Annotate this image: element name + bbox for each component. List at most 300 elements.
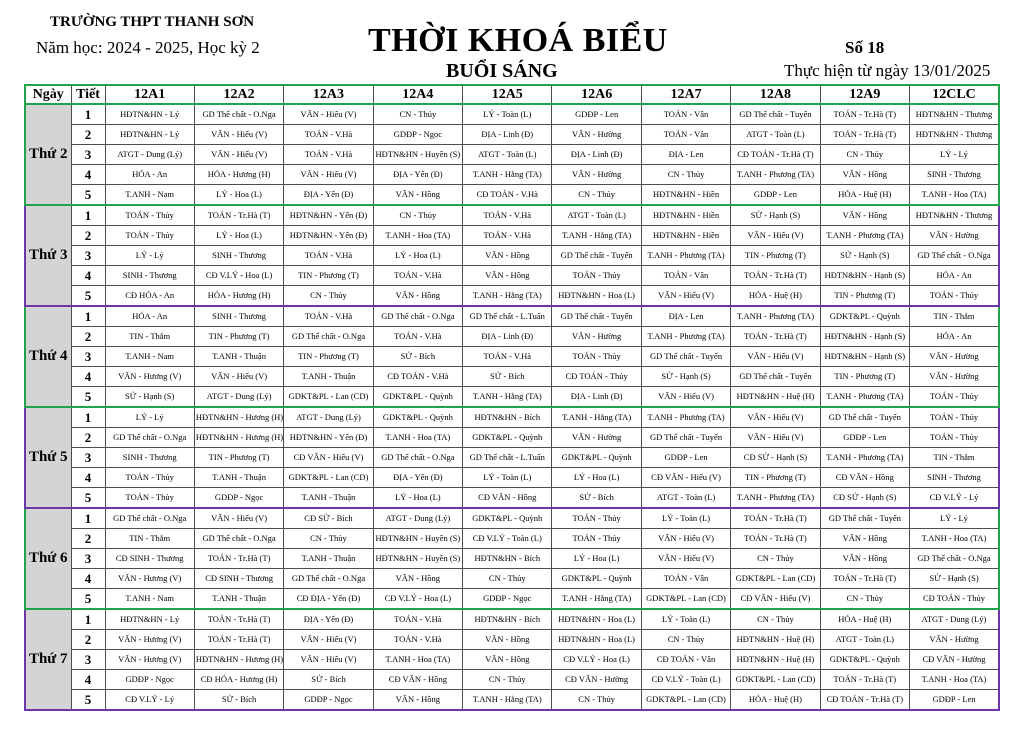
lesson-cell: SỬ - Bích <box>552 488 641 509</box>
lesson-cell: CN - Thủy <box>641 165 730 185</box>
lesson-cell: ATGT - Dung (Lý) <box>373 508 462 529</box>
lesson-cell: CĐ SỬ - Bích <box>284 508 373 529</box>
period-number: 4 <box>71 266 105 286</box>
lesson-cell: HĐTN&HN - Huệ (H) <box>731 630 820 650</box>
lesson-cell: T.ANH - Phương (TA) <box>641 246 730 266</box>
lesson-cell: TOÁN - Tr.Hà (T) <box>820 670 909 690</box>
lesson-cell: GDĐP - Len <box>641 448 730 468</box>
lesson-cell: TIN - Phương (T) <box>731 468 820 488</box>
lesson-cell: T.ANH - Phương (TA) <box>820 387 909 408</box>
period-number: 3 <box>71 650 105 670</box>
lesson-cell: CĐ VĂN - Hiếu (V) <box>641 468 730 488</box>
lesson-cell: SINH - Thương <box>910 165 999 185</box>
lesson-cell: ĐỊA - Len <box>641 145 730 165</box>
period-number: 5 <box>71 286 105 307</box>
lesson-cell: HĐTN&HN - Lý <box>105 609 194 630</box>
lesson-cell: CĐ V.LÝ - Toàn (L) <box>463 529 552 549</box>
lesson-cell: TOÁN - V.Hà <box>284 145 373 165</box>
lesson-cell: HĐTN&HN - Huyền (S) <box>373 529 462 549</box>
lesson-cell: VĂN - Hồng <box>463 630 552 650</box>
lesson-cell: CN - Thủy <box>373 104 462 125</box>
lesson-cell: VĂN - Hương (V) <box>105 630 194 650</box>
lesson-cell: ATGT - Dung (Lý) <box>105 145 194 165</box>
day-label: Thứ 4 <box>25 306 71 407</box>
lesson-cell: HÓA - Hương (H) <box>194 165 283 185</box>
timetable-header-row <box>25 85 999 104</box>
lesson-cell: TOÁN - V.Hà <box>284 306 373 327</box>
lesson-cell: HĐTN&HN - Huệ (H) <box>731 650 820 670</box>
lesson-cell: CN - Thủy <box>820 589 909 610</box>
period-number: 2 <box>71 630 105 650</box>
lesson-cell: ĐỊA - Yến (Đ) <box>373 468 462 488</box>
lesson-cell: GDĐP - Len <box>910 690 999 711</box>
session-label: BUỔI SÁNG <box>446 60 558 82</box>
lesson-cell: ĐỊA - Linh (Đ) <box>463 125 552 145</box>
lesson-cell: TIN - Thắm <box>910 306 999 327</box>
lesson-cell: GDĐP - Ngọc <box>373 125 462 145</box>
period-number: 1 <box>71 407 105 428</box>
lesson-cell: VĂN - Hiếu (V) <box>731 226 820 246</box>
lesson-cell: ATGT - Dung (Lý) <box>284 407 373 428</box>
lesson-cell: TOÁN - Tr.Hà (T) <box>194 205 283 226</box>
table-row <box>25 650 999 670</box>
day-group <box>25 104 999 205</box>
lesson-cell: TOÁN - V.Hà <box>463 347 552 367</box>
class-column-header: 12A1 <box>105 85 194 104</box>
lesson-cell: HĐTN&HN - Hương (H) <box>194 407 283 428</box>
lesson-cell: T.ANH - Phương (TA) <box>731 488 820 509</box>
lesson-cell: CN - Thủy <box>284 286 373 307</box>
lesson-cell: CĐ TOÁN - Thủy <box>910 589 999 610</box>
lesson-cell: VĂN - Hồng <box>820 529 909 549</box>
lesson-cell: TOÁN - V.Hà <box>463 226 552 246</box>
lesson-cell: TIN - Phương (T) <box>284 347 373 367</box>
lesson-cell: CN - Thủy <box>641 630 730 650</box>
lesson-cell: VĂN - Hồng <box>373 286 462 307</box>
lesson-cell: CN - Thủy <box>552 690 641 711</box>
lesson-cell: ĐỊA - Linh (Đ) <box>552 145 641 165</box>
lesson-cell: ĐỊA - Yến (Đ) <box>373 165 462 185</box>
lesson-cell: VĂN - Hường <box>552 165 641 185</box>
lesson-cell: GDĐP - Ngọc <box>284 690 373 711</box>
document-header <box>0 0 1024 84</box>
schedule-number: Số 18 <box>845 38 885 57</box>
lesson-cell: TOÁN - Thủy <box>552 529 641 549</box>
class-column-header: 12A5 <box>463 85 552 104</box>
lesson-cell: ATGT - Toàn (L) <box>463 145 552 165</box>
lesson-cell: GD Thể chất - O.Nga <box>373 306 462 327</box>
lesson-cell: HĐTN&HN - Hoa (L) <box>552 286 641 307</box>
lesson-cell: GD Thể chất - Tuyến <box>641 428 730 448</box>
class-column-header: 12CLC <box>910 85 999 104</box>
lesson-cell: HÓA - Huệ (H) <box>731 286 820 307</box>
lesson-cell: VĂN - Hiếu (V) <box>731 428 820 448</box>
lesson-cell: GDKT&PL - Quỳnh <box>463 428 552 448</box>
lesson-cell: VĂN - Hiếu (V) <box>731 347 820 367</box>
lesson-cell: T.ANH - Nam <box>105 589 194 610</box>
lesson-cell: LÝ - Toàn (L) <box>641 609 730 630</box>
period-number: 1 <box>71 609 105 630</box>
lesson-cell: T.ANH - Phương (TA) <box>731 306 820 327</box>
lesson-cell: SỬ - Hạnh (S) <box>105 387 194 408</box>
lesson-cell: CĐ TOÁN - V.Hà <box>463 185 552 206</box>
table-row <box>25 226 999 246</box>
lesson-cell: HĐTN&HN - Yến (Đ) <box>284 428 373 448</box>
lesson-cell: GD Thể chất - L.Tuấn <box>463 448 552 468</box>
period-number: 2 <box>71 428 105 448</box>
lesson-cell: CN - Thủy <box>731 609 820 630</box>
lesson-cell: LÝ - Lý <box>910 145 999 165</box>
lesson-cell: LÝ - Lý <box>105 246 194 266</box>
lesson-cell: SỬ - Hạnh (S) <box>910 569 999 589</box>
lesson-cell: LÝ - Toàn (L) <box>641 508 730 529</box>
lesson-cell: CĐ VĂN - Hường <box>552 670 641 690</box>
period-column-header: Tiết <box>71 85 105 104</box>
lesson-cell: TOÁN - Vân <box>641 569 730 589</box>
lesson-cell: TOÁN - V.Hà <box>373 327 462 347</box>
lesson-cell: VĂN - Hiếu (V) <box>284 630 373 650</box>
lesson-cell: CN - Thủy <box>463 569 552 589</box>
lesson-cell: TIN - Thắm <box>910 448 999 468</box>
lesson-cell: CN - Thủy <box>731 549 820 569</box>
table-row <box>25 549 999 569</box>
lesson-cell: T.ANH - Thuận <box>284 488 373 509</box>
lesson-cell: TOÁN - V.Hà <box>373 630 462 650</box>
lesson-cell: VĂN - Hồng <box>820 165 909 185</box>
lesson-cell: TIN - Thắm <box>105 327 194 347</box>
lesson-cell: TOÁN - Tr.Hà (T) <box>820 104 909 125</box>
lesson-cell: GD Thể chất - O.Nga <box>373 448 462 468</box>
lesson-cell: HĐTN&HN - Hương (H) <box>194 650 283 670</box>
lesson-cell: HĐTN&HN - Huệ (H) <box>731 387 820 408</box>
lesson-cell: T.ANH - Phương (TA) <box>820 448 909 468</box>
lesson-cell: ATGT - Toàn (L) <box>731 125 820 145</box>
lesson-cell: CĐ VĂN - Hường <box>910 650 999 670</box>
period-number: 2 <box>71 125 105 145</box>
table-row <box>25 569 999 589</box>
class-column-header: 12A9 <box>820 85 909 104</box>
lesson-cell: HĐTN&HN - Yến (Đ) <box>284 226 373 246</box>
lesson-cell: LÝ - Toàn (L) <box>463 104 552 125</box>
table-row <box>25 266 999 286</box>
lesson-cell: VĂN - Hồng <box>463 650 552 670</box>
lesson-cell: T.ANH - Nam <box>105 347 194 367</box>
day-group <box>25 205 999 306</box>
table-row <box>25 246 999 266</box>
lesson-cell: T.ANH - Hằng (TA) <box>552 226 641 246</box>
lesson-cell: VĂN - Hiếu (V) <box>284 650 373 670</box>
lesson-cell: VĂN - Hiếu (V) <box>641 286 730 307</box>
lesson-cell: HĐTN&HN - Hiền <box>641 185 730 206</box>
period-number: 4 <box>71 165 105 185</box>
table-row <box>25 670 999 690</box>
lesson-cell: HĐTN&HN - Hoa (L) <box>552 609 641 630</box>
page-title: THỜI KHOÁ BIỂU <box>368 22 668 59</box>
class-column-header: 12A2 <box>194 85 283 104</box>
lesson-cell: HĐTN&HN - Hoa (L) <box>552 630 641 650</box>
lesson-cell: CĐ VĂN - Hồng <box>820 468 909 488</box>
lesson-cell: LÝ - Toàn (L) <box>463 468 552 488</box>
lesson-cell: SINH - Thương <box>194 306 283 327</box>
lesson-cell: CĐ TOÁN - Thủy <box>552 367 641 387</box>
lesson-cell: GDĐP - Len <box>552 104 641 125</box>
class-column-header: 12A4 <box>373 85 462 104</box>
lesson-cell: ĐỊA - Len <box>641 306 730 327</box>
lesson-cell: GDKT&PL - Quỳnh <box>552 569 641 589</box>
day-label: Thứ 3 <box>25 205 71 306</box>
lesson-cell: VĂN - Hường <box>552 327 641 347</box>
lesson-cell: T.ANH - Hoa (TA) <box>373 226 462 246</box>
lesson-cell: CĐ V.LÝ - Lý <box>105 690 194 711</box>
lesson-cell: GDKT&PL - Quỳnh <box>820 306 909 327</box>
lesson-cell: TOÁN - Tr.Hà (T) <box>820 125 909 145</box>
table-row <box>25 488 999 509</box>
period-number: 5 <box>71 488 105 509</box>
lesson-cell: TIN - Thắm <box>105 529 194 549</box>
lesson-cell: CĐ V.LÝ - Lý <box>910 488 999 509</box>
lesson-cell: T.ANH - Thuận <box>194 347 283 367</box>
lesson-cell: CĐ TOÁN - Tr.Hà (T) <box>820 690 909 711</box>
lesson-cell: GD Thể chất - L.Tuấn <box>463 306 552 327</box>
table-row <box>25 630 999 650</box>
lesson-cell: TOÁN - Tr.Hà (T) <box>194 609 283 630</box>
lesson-cell: HĐTN&HN - Yến (Đ) <box>284 205 373 226</box>
lesson-cell: GD Thể chất - Tuyến <box>641 347 730 367</box>
lesson-cell: GDKT&PL - Lan (CD) <box>731 670 820 690</box>
lesson-cell: GDĐP - Len <box>731 185 820 206</box>
day-label: Thứ 7 <box>25 609 71 710</box>
school-name: TRƯỜNG THPT THANH SƠN <box>50 14 255 30</box>
lesson-cell: T.ANH - Hoa (TA) <box>910 185 999 206</box>
table-row <box>25 387 999 408</box>
lesson-cell: GD Thể chất - O.Nga <box>284 569 373 589</box>
lesson-cell: GD Thể chất - O.Nga <box>194 529 283 549</box>
lesson-cell: T.ANH - Phương (TA) <box>820 226 909 246</box>
lesson-cell: GDĐP - Ngọc <box>463 589 552 610</box>
lesson-cell: HÓA - An <box>105 306 194 327</box>
lesson-cell: SỬ - Bích <box>194 690 283 711</box>
lesson-cell: LÝ - Hoa (L) <box>373 488 462 509</box>
lesson-cell: GD Thể chất - Tuyến <box>820 407 909 428</box>
lesson-cell: GD Thể chất - O.Nga <box>194 104 283 125</box>
lesson-cell: HÓA - An <box>910 266 999 286</box>
lesson-cell: VĂN - Hiếu (V) <box>731 407 820 428</box>
lesson-cell: GDĐP - Ngọc <box>194 488 283 509</box>
lesson-cell: T.ANH - Nam <box>105 185 194 206</box>
lesson-cell: LÝ - Hoa (L) <box>373 246 462 266</box>
table-row <box>25 125 999 145</box>
period-number: 1 <box>71 205 105 226</box>
lesson-cell: HÓA - An <box>105 165 194 185</box>
lesson-cell: GDKT&PL - Lan (CD) <box>641 690 730 711</box>
lesson-cell: VĂN - Hiếu (V) <box>641 529 730 549</box>
lesson-cell: TOÁN - Tr.Hà (T) <box>820 569 909 589</box>
lesson-cell: HĐTN&HN - Bích <box>463 549 552 569</box>
lesson-cell: VĂN - Hương (V) <box>105 367 194 387</box>
lesson-cell: CĐ TOÁN - V.Hà <box>373 367 462 387</box>
lesson-cell: ATGT - Dung (Lý) <box>194 387 283 408</box>
lesson-cell: HĐTN&HN - Thương <box>910 125 999 145</box>
lesson-cell: TOÁN - Thủy <box>105 226 194 246</box>
period-number: 3 <box>71 448 105 468</box>
lesson-cell: CN - Thủy <box>284 529 373 549</box>
lesson-cell: HĐTN&HN - Huyền (S) <box>373 549 462 569</box>
lesson-cell: ĐỊA - Yến (Đ) <box>284 185 373 206</box>
period-number: 2 <box>71 327 105 347</box>
lesson-cell: TOÁN - Thủy <box>552 347 641 367</box>
school-year: Năm học: 2024 - 2025, Học kỳ 2 <box>36 38 260 57</box>
lesson-cell: TOÁN - Thủy <box>910 407 999 428</box>
lesson-cell: TOÁN - Vân <box>641 125 730 145</box>
lesson-cell: SINH - Thương <box>105 448 194 468</box>
lesson-cell: T.ANH - Hằng (TA) <box>463 165 552 185</box>
lesson-cell: VĂN - Hường <box>552 125 641 145</box>
lesson-cell: GD Thể chất - O.Nga <box>284 327 373 347</box>
lesson-cell: GD Thể chất - Tuyến <box>820 508 909 529</box>
lesson-cell: VĂN - Hiếu (V) <box>641 387 730 408</box>
lesson-cell: VĂN - Hồng <box>820 205 909 226</box>
lesson-cell: ĐỊA - Linh (Đ) <box>552 387 641 408</box>
lesson-cell: CN - Thủy <box>463 670 552 690</box>
lesson-cell: TIN - Phương (T) <box>820 367 909 387</box>
effective-date: Thực hiện từ ngày 13/01/2025 <box>784 61 991 80</box>
lesson-cell: HĐTN&HN - Thương <box>910 205 999 226</box>
lesson-cell: CĐ SỬ - Hạnh (S) <box>820 488 909 509</box>
lesson-cell: HĐTN&HN - Hiền <box>641 205 730 226</box>
timetable <box>24 84 1000 711</box>
lesson-cell: TOÁN - Thủy <box>552 508 641 529</box>
lesson-cell: VĂN - Hồng <box>463 246 552 266</box>
lesson-cell: CĐ HÓA - An <box>105 286 194 307</box>
lesson-cell: SINH - Thương <box>910 468 999 488</box>
table-row <box>25 508 999 529</box>
lesson-cell: ATGT - Dung (Lý) <box>910 609 999 630</box>
lesson-cell: GDKT&PL - Quỳnh <box>552 448 641 468</box>
lesson-cell: TOÁN - V.Hà <box>373 266 462 286</box>
table-row <box>25 529 999 549</box>
lesson-cell: GD Thể chất - O.Nga <box>105 428 194 448</box>
period-number: 1 <box>71 306 105 327</box>
lesson-cell: TOÁN - Tr.Hà (T) <box>731 327 820 347</box>
lesson-cell: SỬ - Bích <box>373 347 462 367</box>
lesson-cell: VĂN - Hiếu (V) <box>194 367 283 387</box>
day-column-header: Ngày <box>25 85 71 104</box>
lesson-cell: T.ANH - Hằng (TA) <box>463 286 552 307</box>
day-group <box>25 609 999 710</box>
class-column-header: 12A8 <box>731 85 820 104</box>
lesson-cell: T.ANH - Thuận <box>284 549 373 569</box>
lesson-cell: LÝ - Lý <box>910 508 999 529</box>
class-column-header: 12A3 <box>284 85 373 104</box>
lesson-cell: ATGT - Toàn (L) <box>820 630 909 650</box>
lesson-cell: CN - Thủy <box>820 145 909 165</box>
lesson-cell: HĐTN&HN - Hạnh (S) <box>820 327 909 347</box>
lesson-cell: T.ANH - Hằng (TA) <box>463 387 552 408</box>
lesson-cell: VĂN - Hường <box>552 428 641 448</box>
lesson-cell: VĂN - Hương (V) <box>105 569 194 589</box>
lesson-cell: HÓA - An <box>910 327 999 347</box>
lesson-cell: GD Thể chất - O.Nga <box>910 549 999 569</box>
lesson-cell: VĂN - Hồng <box>373 690 462 711</box>
period-number: 5 <box>71 185 105 206</box>
table-row <box>25 104 999 125</box>
lesson-cell: HĐTN&HN - Bích <box>463 407 552 428</box>
lesson-cell: GDKT&PL - Lan (CD) <box>284 387 373 408</box>
lesson-cell: TIN - Phương (T) <box>194 327 283 347</box>
lesson-cell: T.ANH - Hoa (TA) <box>373 650 462 670</box>
lesson-cell: CĐ V.LÝ - Hoa (L) <box>373 589 462 610</box>
lesson-cell: T.ANH - Phương (TA) <box>641 407 730 428</box>
lesson-cell: GDĐP - Len <box>820 428 909 448</box>
lesson-cell: TOÁN - Thủy <box>910 286 999 307</box>
lesson-cell: TOÁN - Vân <box>641 266 730 286</box>
lesson-cell: TIN - Phương (T) <box>731 246 820 266</box>
table-row <box>25 347 999 367</box>
period-number: 1 <box>71 104 105 125</box>
lesson-cell: CĐ SINH - Thương <box>105 549 194 569</box>
lesson-cell: GDKT&PL - Quỳnh <box>373 387 462 408</box>
lesson-cell: GDKT&PL - Quỳnh <box>373 407 462 428</box>
lesson-cell: GDKT&PL - Quỳnh <box>820 650 909 670</box>
lesson-cell: TOÁN - Thủy <box>552 266 641 286</box>
day-label: Thứ 5 <box>25 407 71 508</box>
period-number: 4 <box>71 468 105 488</box>
class-column-header: 12A6 <box>552 85 641 104</box>
lesson-cell: VĂN - Hiếu (V) <box>641 549 730 569</box>
lesson-cell: LÝ - Lý <box>105 407 194 428</box>
lesson-cell: HĐTN&HN - Bích <box>463 609 552 630</box>
lesson-cell: VĂN - Hiếu (V) <box>194 508 283 529</box>
lesson-cell: VĂN - Hồng <box>463 266 552 286</box>
lesson-cell: GD Thể chất - O.Nga <box>910 246 999 266</box>
lesson-cell: CĐ ĐỊA - Yến (Đ) <box>284 589 373 610</box>
table-row <box>25 448 999 468</box>
period-number: 3 <box>71 347 105 367</box>
lesson-cell: GDĐP - Ngọc <box>105 670 194 690</box>
table-row <box>25 609 999 630</box>
lesson-cell: TIN - Phương (T) <box>820 286 909 307</box>
lesson-cell: SỬ - Hạnh (S) <box>641 367 730 387</box>
lesson-cell: CĐ TOÁN - Tr.Hà (T) <box>731 145 820 165</box>
lesson-cell: CN - Thủy <box>373 205 462 226</box>
table-row <box>25 327 999 347</box>
lesson-cell: GD Thể chất - Tuyến <box>552 306 641 327</box>
table-row <box>25 286 999 307</box>
lesson-cell: VĂN - Hường <box>910 367 999 387</box>
lesson-cell: TOÁN - Thủy <box>105 468 194 488</box>
lesson-cell: LÝ - Hoa (L) <box>194 185 283 206</box>
lesson-cell: GDKT&PL - Quỳnh <box>463 508 552 529</box>
table-row <box>25 428 999 448</box>
lesson-cell: CĐ SINH - Thương <box>194 569 283 589</box>
lesson-cell: T.ANH - Thuận <box>194 468 283 488</box>
lesson-cell: TIN - Phương (T) <box>284 266 373 286</box>
table-row <box>25 165 999 185</box>
lesson-cell: HĐTN&HN - Hương (H) <box>194 428 283 448</box>
lesson-cell: SỬ - Hạnh (S) <box>820 246 909 266</box>
lesson-cell: VĂN - Hiếu (V) <box>284 104 373 125</box>
lesson-cell: TOÁN - Thủy <box>910 387 999 408</box>
table-row <box>25 468 999 488</box>
lesson-cell: CĐ V.LÝ - Hoa (L) <box>552 650 641 670</box>
lesson-cell: HĐTN&HN - Thương <box>910 104 999 125</box>
lesson-cell: VĂN - Hiếu (V) <box>194 125 283 145</box>
lesson-cell: CĐ VĂN - Hiếu (V) <box>731 589 820 610</box>
lesson-cell: CĐ VĂN - Hiếu (V) <box>284 448 373 468</box>
lesson-cell: TOÁN - V.Hà <box>463 205 552 226</box>
period-number: 3 <box>71 549 105 569</box>
lesson-cell: T.ANH - Hoa (TA) <box>373 428 462 448</box>
